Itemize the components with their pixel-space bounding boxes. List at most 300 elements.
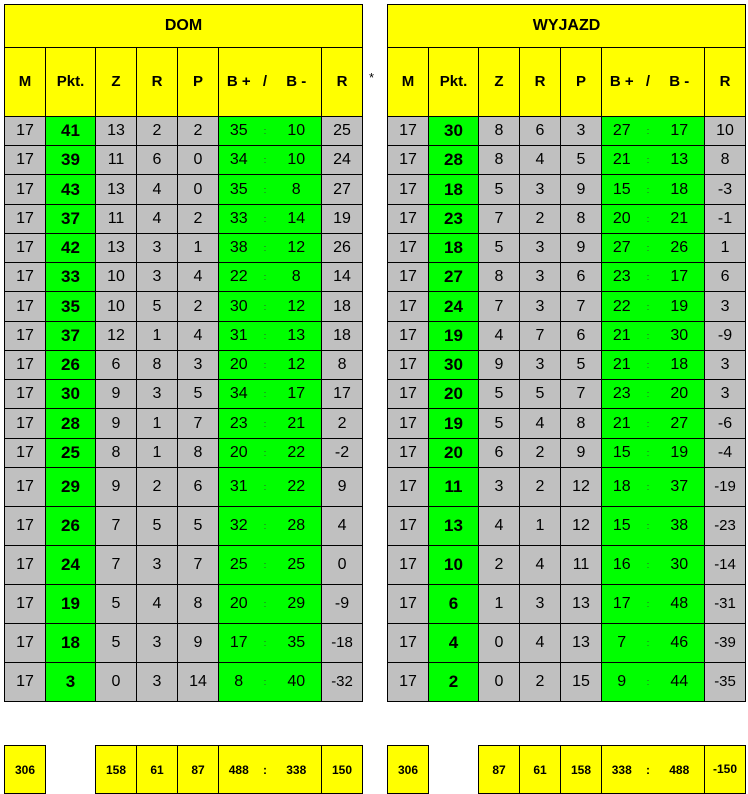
cell-bm: 30 [655, 546, 705, 585]
table-row [5, 624, 363, 663]
cell-bm: 18 [655, 175, 705, 205]
cell-diff: -32 [322, 663, 363, 702]
table-row [5, 292, 363, 322]
cell-r: 4 [137, 585, 178, 624]
home-total-z: 158 [96, 746, 137, 794]
cell-bm: 19 [655, 292, 705, 322]
table-row [388, 546, 746, 585]
cell-r: 3 [137, 380, 178, 409]
cell-diff: 17 [322, 380, 363, 409]
cell-bp: 20 [602, 205, 642, 234]
cell-z: 4 [479, 507, 520, 546]
table-row [388, 468, 746, 507]
table-row [5, 205, 363, 234]
cell-bm: 18 [655, 351, 705, 380]
table-row [388, 409, 746, 439]
away-header-slash: / [642, 48, 655, 117]
cell-diff: 4 [322, 507, 363, 546]
cell-bm: 25 [272, 546, 322, 585]
cell-m: 17 [5, 663, 46, 702]
cell-m: 17 [5, 468, 46, 507]
column-marker: * [369, 70, 375, 85]
cell-diff: -2 [322, 439, 363, 468]
away-header-diff: R [705, 48, 746, 117]
cell-bm: 29 [272, 585, 322, 624]
cell-bm: 21 [655, 205, 705, 234]
home-total-bminus: 338 [272, 746, 322, 794]
cell-p: 6 [561, 322, 602, 351]
cell-bm: 14 [272, 205, 322, 234]
away-header-pkt: Pkt. [429, 48, 479, 117]
table-row [5, 146, 363, 175]
cell-diff: -6 [705, 409, 746, 439]
table-row [388, 663, 746, 702]
score-separator: : [642, 585, 655, 624]
cell-bp: 16 [602, 546, 642, 585]
score-separator: : [642, 468, 655, 507]
cell-diff: -1 [705, 205, 746, 234]
score-separator: : [642, 546, 655, 585]
away-total-bminus: 488 [655, 746, 705, 794]
cell-m: 17 [5, 117, 46, 146]
cell-bm: 38 [655, 507, 705, 546]
cell-bp: 20 [219, 585, 259, 624]
cell-z: 7 [479, 205, 520, 234]
cell-z: 0 [96, 663, 137, 702]
cell-r: 4 [520, 546, 561, 585]
cell-diff: 10 [705, 117, 746, 146]
table-row [5, 585, 363, 624]
cell-z: 0 [479, 624, 520, 663]
cell-m: 17 [388, 146, 429, 175]
score-separator: : [259, 380, 272, 409]
away-header-bplus: B + [602, 48, 642, 117]
cell-pkt: 19 [429, 409, 479, 439]
cell-bm: 17 [272, 380, 322, 409]
home-totals [4, 745, 363, 794]
cell-m: 17 [5, 546, 46, 585]
cell-bm: 26 [655, 234, 705, 263]
cell-m: 17 [5, 351, 46, 380]
cell-z: 7 [96, 546, 137, 585]
cell-pkt: 20 [429, 380, 479, 409]
score-separator: : [642, 322, 655, 351]
cell-r: 3 [137, 546, 178, 585]
cell-m: 17 [5, 292, 46, 322]
cell-pkt: 28 [46, 409, 96, 439]
cell-diff: 6 [705, 263, 746, 292]
cell-r: 4 [137, 205, 178, 234]
cell-bm: 22 [272, 439, 322, 468]
cell-pkt: 18 [46, 624, 96, 663]
cell-bp: 20 [219, 351, 259, 380]
away-header-z: Z [479, 48, 520, 117]
table-row [5, 351, 363, 380]
cell-m: 17 [5, 409, 46, 439]
cell-p: 6 [178, 468, 219, 507]
score-separator: : [642, 146, 655, 175]
table-row [5, 663, 363, 702]
cell-m: 17 [388, 585, 429, 624]
cell-p: 9 [561, 439, 602, 468]
cell-p: 5 [178, 380, 219, 409]
cell-bp: 23 [219, 409, 259, 439]
table-row [388, 380, 746, 409]
cell-z: 6 [479, 439, 520, 468]
cell-bm: 40 [272, 663, 322, 702]
cell-pkt: 39 [46, 146, 96, 175]
score-separator: : [642, 234, 655, 263]
cell-bm: 10 [272, 117, 322, 146]
table-row [5, 439, 363, 468]
cell-bm: 28 [272, 507, 322, 546]
cell-pkt: 18 [429, 234, 479, 263]
cell-diff: 8 [705, 146, 746, 175]
cell-diff: 18 [322, 292, 363, 322]
score-separator: : [259, 205, 272, 234]
away-table [387, 4, 746, 702]
cell-m: 17 [5, 205, 46, 234]
cell-diff: -31 [705, 585, 746, 624]
cell-bp: 23 [602, 263, 642, 292]
cell-p: 13 [561, 585, 602, 624]
cell-z: 2 [479, 546, 520, 585]
cell-pkt: 37 [46, 322, 96, 351]
cell-bm: 10 [272, 146, 322, 175]
cell-bm: 13 [272, 322, 322, 351]
cell-p: 3 [561, 117, 602, 146]
cell-bp: 15 [602, 175, 642, 205]
cell-p: 2 [178, 205, 219, 234]
score-separator: : [642, 624, 655, 663]
cell-z: 13 [96, 175, 137, 205]
score-separator: : [259, 146, 272, 175]
cell-m: 17 [5, 146, 46, 175]
cell-diff: 14 [322, 263, 363, 292]
cell-z: 11 [96, 146, 137, 175]
cell-bp: 21 [602, 351, 642, 380]
score-separator: : [642, 175, 655, 205]
cell-p: 5 [561, 146, 602, 175]
away-title: WYJAZD [388, 5, 746, 48]
cell-bm: 12 [272, 351, 322, 380]
cell-bp: 34 [219, 380, 259, 409]
cell-p: 6 [561, 263, 602, 292]
cell-m: 17 [5, 175, 46, 205]
cell-bm: 35 [272, 624, 322, 663]
table-row [388, 146, 746, 175]
home-total-r: 61 [137, 746, 178, 794]
cell-bp: 9 [602, 663, 642, 702]
home-total-diff: 150 [322, 746, 363, 794]
score-separator: : [642, 263, 655, 292]
cell-m: 17 [388, 409, 429, 439]
cell-pkt: 41 [46, 117, 96, 146]
cell-diff: -3 [705, 175, 746, 205]
cell-bp: 21 [602, 322, 642, 351]
home-total-bplus: 488 [219, 746, 259, 794]
cell-m: 17 [388, 663, 429, 702]
cell-r: 5 [137, 507, 178, 546]
cell-p: 11 [561, 546, 602, 585]
cell-bm: 30 [655, 322, 705, 351]
table-row [5, 322, 363, 351]
home-total-p: 87 [178, 746, 219, 794]
cell-pkt: 26 [46, 507, 96, 546]
cell-p: 15 [561, 663, 602, 702]
cell-r: 4 [520, 146, 561, 175]
score-separator: : [259, 624, 272, 663]
cell-bp: 27 [602, 117, 642, 146]
cell-r: 3 [137, 234, 178, 263]
cell-z: 1 [479, 585, 520, 624]
cell-r: 2 [137, 468, 178, 507]
cell-bp: 31 [219, 322, 259, 351]
cell-r: 1 [137, 322, 178, 351]
cell-bm: 44 [655, 663, 705, 702]
cell-z: 7 [96, 507, 137, 546]
score-separator: : [642, 507, 655, 546]
cell-p: 5 [178, 507, 219, 546]
cell-pkt: 30 [429, 117, 479, 146]
cell-diff: -4 [705, 439, 746, 468]
table-row [388, 263, 746, 292]
cell-pkt: 43 [46, 175, 96, 205]
cell-diff: 25 [322, 117, 363, 146]
cell-pkt: 35 [46, 292, 96, 322]
score-separator: : [642, 380, 655, 409]
cell-m: 17 [388, 117, 429, 146]
cell-diff: -9 [705, 322, 746, 351]
cell-bm: 12 [272, 234, 322, 263]
cell-r: 2 [520, 439, 561, 468]
cell-bp: 27 [602, 234, 642, 263]
cell-r: 3 [520, 234, 561, 263]
score-separator: : [259, 468, 272, 507]
table-row [388, 175, 746, 205]
cell-p: 2 [178, 292, 219, 322]
cell-diff: 24 [322, 146, 363, 175]
home-table [4, 4, 363, 702]
score-separator: : [642, 351, 655, 380]
cell-p: 7 [178, 409, 219, 439]
cell-pkt: 13 [429, 507, 479, 546]
away-total-m: 306 [388, 746, 429, 794]
cell-m: 17 [388, 263, 429, 292]
table-row [5, 507, 363, 546]
cell-diff: 2 [322, 409, 363, 439]
cell-pkt: 25 [46, 439, 96, 468]
away-total-blank [429, 746, 479, 794]
cell-bm: 20 [655, 380, 705, 409]
cell-bp: 21 [602, 409, 642, 439]
cell-r: 6 [520, 117, 561, 146]
cell-m: 17 [5, 322, 46, 351]
away-header-p: P [561, 48, 602, 117]
cell-bm: 48 [655, 585, 705, 624]
cell-r: 1 [137, 439, 178, 468]
cell-m: 17 [388, 439, 429, 468]
cell-p: 8 [561, 409, 602, 439]
cell-bp: 35 [219, 117, 259, 146]
cell-r: 2 [520, 205, 561, 234]
cell-r: 6 [137, 146, 178, 175]
cell-bp: 38 [219, 234, 259, 263]
score-separator: : [259, 439, 272, 468]
cell-diff: 9 [322, 468, 363, 507]
away-totals [387, 745, 746, 794]
away-total-diff: -150 [705, 746, 746, 794]
cell-diff: -35 [705, 663, 746, 702]
cell-r: 4 [137, 175, 178, 205]
score-separator: : [642, 409, 655, 439]
cell-r: 2 [520, 663, 561, 702]
cell-bp: 15 [602, 507, 642, 546]
cell-m: 17 [5, 439, 46, 468]
cell-bm: 17 [655, 263, 705, 292]
away-header-r: R [520, 48, 561, 117]
cell-r: 5 [137, 292, 178, 322]
cell-z: 5 [479, 175, 520, 205]
cell-m: 17 [388, 175, 429, 205]
cell-diff: 3 [705, 380, 746, 409]
cell-bm: 13 [655, 146, 705, 175]
cell-r: 3 [137, 624, 178, 663]
cell-bm: 21 [272, 409, 322, 439]
cell-diff: -19 [705, 468, 746, 507]
away-total-separator: : [642, 746, 655, 794]
cell-z: 9 [479, 351, 520, 380]
cell-z: 12 [96, 322, 137, 351]
cell-p: 0 [178, 146, 219, 175]
cell-bp: 15 [602, 439, 642, 468]
cell-bp: 33 [219, 205, 259, 234]
cell-pkt: 3 [46, 663, 96, 702]
table-row [388, 624, 746, 663]
cell-pkt: 26 [46, 351, 96, 380]
table-row [5, 409, 363, 439]
home-total-separator: : [259, 746, 272, 794]
cell-bm: 8 [272, 263, 322, 292]
cell-r: 2 [137, 117, 178, 146]
cell-p: 9 [178, 624, 219, 663]
cell-pkt: 30 [429, 351, 479, 380]
home-header-r: R [137, 48, 178, 117]
cell-r: 3 [520, 351, 561, 380]
cell-p: 9 [561, 175, 602, 205]
score-separator: : [259, 351, 272, 380]
table-row [5, 546, 363, 585]
home-header-pkt: Pkt. [46, 48, 96, 117]
cell-pkt: 24 [46, 546, 96, 585]
cell-diff: 1 [705, 234, 746, 263]
cell-r: 1 [520, 507, 561, 546]
home-header-m: M [5, 48, 46, 117]
cell-z: 5 [479, 234, 520, 263]
cell-pkt: 4 [429, 624, 479, 663]
cell-pkt: 23 [429, 205, 479, 234]
cell-z: 9 [96, 409, 137, 439]
cell-m: 17 [5, 380, 46, 409]
cell-z: 4 [479, 322, 520, 351]
cell-bp: 35 [219, 175, 259, 205]
cell-p: 8 [178, 585, 219, 624]
score-separator: : [259, 546, 272, 585]
cell-p: 4 [178, 322, 219, 351]
cell-diff: 26 [322, 234, 363, 263]
table-row [5, 380, 363, 409]
cell-z: 5 [479, 409, 520, 439]
cell-m: 17 [388, 351, 429, 380]
home-header-bplus: B + [219, 48, 259, 117]
score-separator: : [259, 663, 272, 702]
cell-diff: -18 [322, 624, 363, 663]
cell-z: 6 [96, 351, 137, 380]
cell-pkt: 42 [46, 234, 96, 263]
cell-bp: 31 [219, 468, 259, 507]
cell-m: 17 [388, 507, 429, 546]
cell-p: 12 [561, 507, 602, 546]
cell-p: 8 [561, 205, 602, 234]
cell-pkt: 24 [429, 292, 479, 322]
score-separator: : [642, 117, 655, 146]
score-separator: : [259, 117, 272, 146]
cell-m: 17 [388, 234, 429, 263]
cell-bp: 22 [219, 263, 259, 292]
cell-diff: 0 [322, 546, 363, 585]
home-header-bminus: B - [272, 48, 322, 117]
cell-r: 3 [137, 663, 178, 702]
cell-pkt: 19 [429, 322, 479, 351]
cell-diff: 27 [322, 175, 363, 205]
away-total-bplus: 338 [602, 746, 642, 794]
cell-m: 17 [388, 380, 429, 409]
cell-p: 7 [561, 380, 602, 409]
cell-pkt: 37 [46, 205, 96, 234]
cell-m: 17 [388, 205, 429, 234]
cell-bm: 27 [655, 409, 705, 439]
cell-pkt: 11 [429, 468, 479, 507]
cell-r: 3 [520, 292, 561, 322]
cell-p: 3 [178, 351, 219, 380]
cell-p: 12 [561, 468, 602, 507]
table-row [388, 351, 746, 380]
table-row [388, 292, 746, 322]
cell-bp: 23 [602, 380, 642, 409]
cell-m: 17 [388, 292, 429, 322]
cell-z: 9 [96, 468, 137, 507]
cell-diff: -39 [705, 624, 746, 663]
cell-bp: 17 [219, 624, 259, 663]
cell-z: 0 [479, 663, 520, 702]
cell-bm: 17 [655, 117, 705, 146]
cell-p: 4 [178, 263, 219, 292]
score-separator: : [259, 322, 272, 351]
cell-r: 5 [520, 380, 561, 409]
cell-bm: 22 [272, 468, 322, 507]
cell-bm: 46 [655, 624, 705, 663]
score-separator: : [259, 175, 272, 205]
cell-bp: 21 [602, 146, 642, 175]
table-row [388, 205, 746, 234]
score-separator: : [259, 507, 272, 546]
home-header-diff: R [322, 48, 363, 117]
cell-diff: 3 [705, 351, 746, 380]
cell-pkt: 18 [429, 175, 479, 205]
away-total-r: 61 [520, 746, 561, 794]
cell-r: 4 [520, 409, 561, 439]
cell-z: 7 [479, 292, 520, 322]
